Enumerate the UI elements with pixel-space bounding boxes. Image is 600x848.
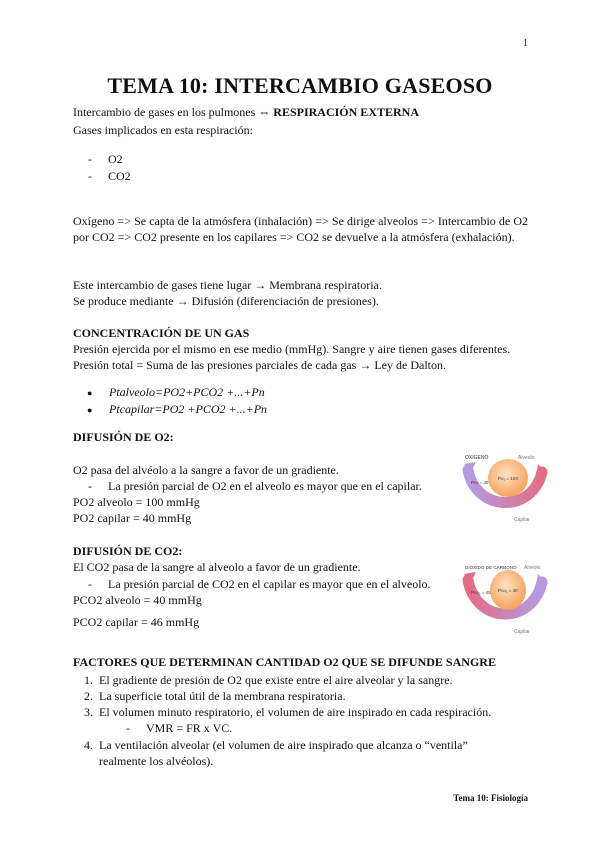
co2-dash: - La presión parcial de CO2 en el capilar es mayor que en el alveolo. <box>88 577 431 591</box>
figure-capillary-label: Capilar <box>514 517 530 523</box>
pressure-bullet-text: Ptalveolo=PO2+PCO2 +...+Pn <box>109 385 265 399</box>
oxygen-paragraph: Oxígeno => Se capta de la atmósfera (inhalación) => Se dirige alveolos => Intercambio de O2 por CO2 => CO2 presente en los capilares => CO2 se devuelve a la atmósfera (exhalación). <box>73 214 528 244</box>
page-footer: Tema 10: Fisiología <box>453 793 528 803</box>
factor-item: 4. La ventilación alveolar (el volumen de aire inspirado que alcanza o “ventila” <box>84 738 468 752</box>
o2-line-3: PO2 capilar = 40 mmHg <box>73 511 192 525</box>
figure-pressure-inside: Po₂ = 104 <box>498 476 518 481</box>
factor-item-continuation: realmente los alvéolos). <box>99 754 214 768</box>
pressure-bullet-text: Ptcapilar=PO2 +PCO2 +...+Pn <box>109 402 268 416</box>
concentration-line-2: Presión total = Suma de las presiones parciales de cada gas → Ley de Dalton. <box>73 358 446 372</box>
factor-item-text: El gradiente de presión de O2 que existe entre el aire alveolar y la sangre. <box>99 673 453 687</box>
co2-line-3: PCO2 capilar = 46 mmHg <box>73 615 200 629</box>
co2-line-2: PCO2 alveolo = 40 mmHg <box>73 593 202 607</box>
pressure-bullet: ● Ptcapilar=PO2 +PCO2 +...+Pn <box>87 402 268 416</box>
page-number: 1 <box>523 38 528 49</box>
factor-item: 1. El gradiente de presión de O2 que existe entre el aire alveolar y la sangre. <box>84 673 453 687</box>
co2-dash-text: La presión parcial de CO2 en el capilar es mayor que en el alveolo. <box>108 577 431 591</box>
o2-dash-text: La presión parcial de O2 en el alveolo es mayor que en el capilar. <box>108 479 422 493</box>
intro-line-1-bold: RESPIRACIÓN EXTERNA <box>273 105 419 119</box>
exchange-line-2: Se produce mediante → Difusión (diferenciación de presiones). <box>73 294 379 308</box>
concentration-line-1: Presión ejercida por el mismo en ese medio (mmHg). Sangre y aire tienen gases diferentes. <box>73 342 511 356</box>
factor-item: 2. La superficie total útil de la membrana respiratoria. <box>84 689 346 703</box>
figure-gas-label: OXÍGENO <box>465 455 489 461</box>
factor-item-text: El volumen minuto respiratorio, el volumen de aire inspirado en cada respiración. <box>99 705 492 719</box>
intro-line-1 <box>73 104 419 120</box>
o2-dash: - La presión parcial de O2 en el alveolo es mayor que en el capilar. <box>88 479 422 493</box>
figure-gas-label: DIÓXIDO DE CARBONO <box>465 565 517 570</box>
factor-item: 3. El volumen minuto respiratorio, el volumen de aire inspirado en cada respiración. <box>84 705 492 719</box>
figure-pressure-in: Pco₂ = 45 <box>471 590 491 595</box>
gas-item: - CO2 <box>88 169 131 183</box>
co2-diffusion-figure <box>462 560 550 638</box>
gas-item-label: CO2 <box>108 169 131 183</box>
concentration-heading: CONCENTRACIÓN DE UN GAS <box>73 326 250 340</box>
figure-alveolus-label: Alveolo <box>518 455 535 461</box>
co2-line-1: El CO2 pasa de la sangre al alveolo a favor de un gradiente. <box>73 560 361 574</box>
factor-item-text: La ventilación alveolar (el volumen de aire inspirado que alcanza o “ventila” <box>99 738 468 752</box>
o2-diffusion-figure <box>462 450 550 526</box>
figure-pressure-in: Po₂ = 40 <box>471 480 489 485</box>
factor-sub-item-text: VMR = FR x VC. <box>146 721 233 735</box>
gas-item: - O2 <box>88 152 123 166</box>
intro-line-2: Gases implicados en esta respiración: <box>73 123 253 137</box>
figure-pressure-inside: Pco₂ = 40 <box>498 588 518 593</box>
pressure-bullet: ● Ptalveolo=PO2+PCO2 +...+Pn <box>87 385 265 399</box>
intro-line-1-text: Intercambio de gases en los pulmones ⇔ <box>73 105 274 119</box>
o2-line-2: PO2 alveolo = 100 mmHg <box>73 495 200 509</box>
gas-item-label: O2 <box>108 152 123 166</box>
factor-sub-item: - VMR = FR x VC. <box>126 721 233 735</box>
figure-capillary-label: Capilar <box>514 629 530 635</box>
figure-alveolus-label: Alveolo <box>524 565 541 571</box>
co2-heading: DIFUSIÓN DE CO2: <box>73 544 183 558</box>
o2-heading: DIFUSIÓN DE O2: <box>73 430 174 444</box>
factor-item-text: La superficie total útil de la membrana respiratoria. <box>99 689 346 703</box>
factors-heading: FACTORES QUE DETERMINAN CANTIDAD O2 QUE SE DIFUNDE SANGRE <box>73 655 496 669</box>
exchange-line-1: Este intercambio de gases tiene lugar → Membrana respiratoria. <box>73 278 382 292</box>
o2-line-1: O2 pasa del alvéolo a la sangre a favor de un gradiente. <box>73 463 339 477</box>
page-title: TEMA 10: INTERCAMBIO GASEOSO <box>107 73 493 98</box>
